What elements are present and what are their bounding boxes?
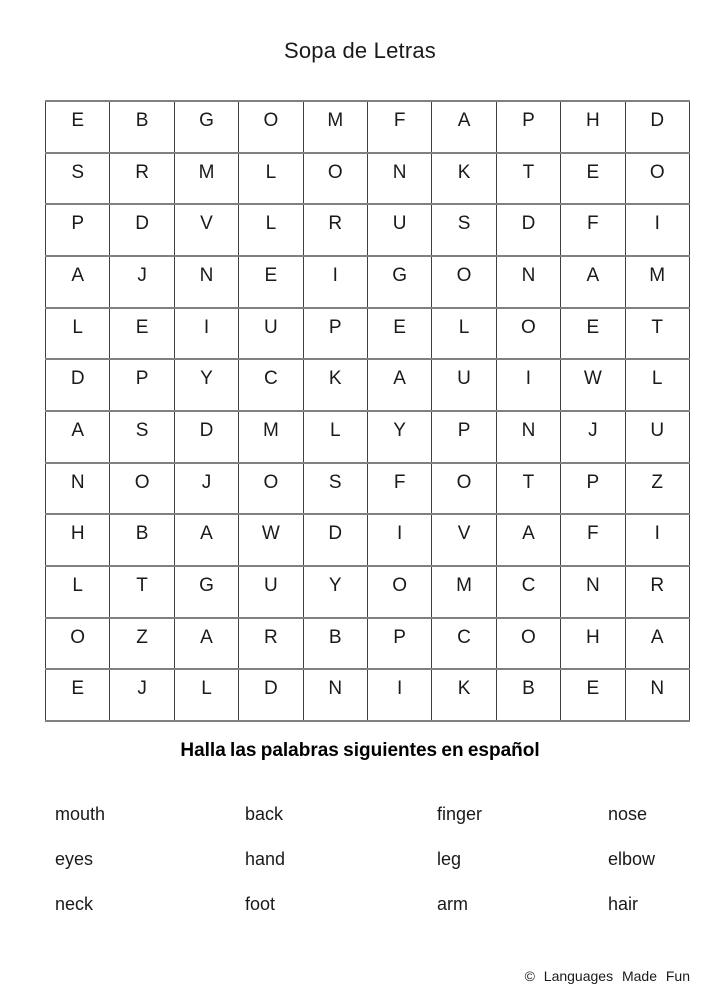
grid-cell: G bbox=[174, 566, 238, 618]
grid-cell: Z bbox=[625, 463, 689, 515]
copyright-credit: © Languages Made Fun bbox=[524, 968, 690, 984]
grid-cell: E bbox=[561, 308, 625, 360]
grid-cell: H bbox=[46, 514, 110, 566]
grid-cell: I bbox=[174, 308, 238, 360]
grid-cell: L bbox=[303, 411, 367, 463]
grid-cell: I bbox=[625, 204, 689, 256]
grid-cell: M bbox=[303, 101, 367, 153]
grid-cell: P bbox=[367, 618, 431, 670]
grid-cell: J bbox=[110, 256, 174, 308]
grid-cell: B bbox=[303, 618, 367, 670]
grid-cell: I bbox=[625, 514, 689, 566]
word-list-row bbox=[55, 894, 720, 939]
grid-cell: O bbox=[367, 566, 431, 618]
grid-row bbox=[46, 669, 690, 721]
grid-cell: H bbox=[561, 101, 625, 153]
grid-cell: C bbox=[432, 618, 496, 670]
grid-cell: K bbox=[303, 359, 367, 411]
grid-cell: N bbox=[46, 463, 110, 515]
grid-cell: D bbox=[239, 669, 303, 721]
grid-cell: L bbox=[625, 359, 689, 411]
grid-cell: A bbox=[432, 101, 496, 153]
grid-cell: A bbox=[46, 256, 110, 308]
grid-cell: D bbox=[110, 204, 174, 256]
word-list-row bbox=[55, 849, 720, 894]
grid-cell: O bbox=[239, 101, 303, 153]
grid-cell: P bbox=[561, 463, 625, 515]
grid-cell: D bbox=[46, 359, 110, 411]
grid-cell: N bbox=[625, 669, 689, 721]
grid-cell: N bbox=[496, 256, 560, 308]
grid-cell: A bbox=[174, 618, 238, 670]
grid-cell: G bbox=[367, 256, 431, 308]
grid-cell: N bbox=[367, 153, 431, 205]
grid-cell: F bbox=[561, 204, 625, 256]
grid-cell: N bbox=[561, 566, 625, 618]
word-list-item: mouth bbox=[55, 804, 106, 824]
grid-cell: U bbox=[432, 359, 496, 411]
grid-cell: U bbox=[367, 204, 431, 256]
grid-cell: L bbox=[432, 308, 496, 360]
word-list-item: eyes bbox=[55, 849, 94, 869]
word-list-item: arm bbox=[437, 894, 468, 914]
word-list-row bbox=[55, 804, 720, 849]
grid-cell: B bbox=[496, 669, 560, 721]
grid-cell: S bbox=[303, 463, 367, 515]
grid-row bbox=[46, 256, 690, 308]
grid-cell: F bbox=[367, 463, 431, 515]
grid-cell: I bbox=[496, 359, 560, 411]
grid-cell: F bbox=[367, 101, 431, 153]
grid-cell: O bbox=[303, 153, 367, 205]
grid-cell: D bbox=[496, 204, 560, 256]
grid-cell: U bbox=[625, 411, 689, 463]
grid-cell: H bbox=[561, 618, 625, 670]
grid-row bbox=[46, 463, 690, 515]
grid-cell: N bbox=[496, 411, 560, 463]
grid-cell: O bbox=[239, 463, 303, 515]
grid-cell: P bbox=[303, 308, 367, 360]
grid-cell: T bbox=[496, 153, 560, 205]
grid-cell: S bbox=[432, 204, 496, 256]
grid-cell: R bbox=[239, 618, 303, 670]
grid-cell: E bbox=[110, 308, 174, 360]
letter-grid-body bbox=[46, 101, 690, 721]
grid-cell: N bbox=[174, 256, 238, 308]
grid-cell: E bbox=[239, 256, 303, 308]
grid-cell: T bbox=[496, 463, 560, 515]
grid-row bbox=[46, 359, 690, 411]
grid-cell: A bbox=[46, 411, 110, 463]
grid-cell: E bbox=[46, 101, 110, 153]
grid-cell: O bbox=[110, 463, 174, 515]
grid-cell: D bbox=[303, 514, 367, 566]
grid-cell: O bbox=[496, 618, 560, 670]
grid-cell: I bbox=[367, 669, 431, 721]
grid-cell: O bbox=[625, 153, 689, 205]
grid-cell: K bbox=[432, 153, 496, 205]
word-list-item: elbow bbox=[608, 849, 656, 869]
worksheet-page bbox=[0, 38, 720, 998]
grid-cell: J bbox=[110, 669, 174, 721]
grid-cell: O bbox=[432, 463, 496, 515]
grid-cell: M bbox=[625, 256, 689, 308]
grid-row bbox=[46, 566, 690, 618]
grid-row bbox=[46, 308, 690, 360]
word-list-item: finger bbox=[437, 804, 483, 824]
grid-cell: F bbox=[561, 514, 625, 566]
grid-cell: L bbox=[239, 204, 303, 256]
grid-cell: I bbox=[367, 514, 431, 566]
grid-cell: O bbox=[496, 308, 560, 360]
grid-cell: P bbox=[46, 204, 110, 256]
grid-cell: Y bbox=[367, 411, 431, 463]
grid-cell: A bbox=[625, 618, 689, 670]
grid-cell: W bbox=[561, 359, 625, 411]
grid-row bbox=[46, 514, 690, 566]
grid-row bbox=[46, 153, 690, 205]
grid-cell: D bbox=[174, 411, 238, 463]
grid-cell: S bbox=[46, 153, 110, 205]
grid-cell: E bbox=[46, 669, 110, 721]
grid-cell: P bbox=[496, 101, 560, 153]
word-list-item: leg bbox=[437, 849, 462, 869]
grid-cell: E bbox=[561, 153, 625, 205]
grid-cell: T bbox=[625, 308, 689, 360]
grid-cell: A bbox=[367, 359, 431, 411]
grid-cell: M bbox=[174, 153, 238, 205]
word-list-item: hair bbox=[608, 894, 639, 914]
grid-cell: Y bbox=[174, 359, 238, 411]
grid-cell: M bbox=[239, 411, 303, 463]
grid-cell: Y bbox=[303, 566, 367, 618]
grid-cell: L bbox=[174, 669, 238, 721]
grid-cell: R bbox=[625, 566, 689, 618]
grid-cell: B bbox=[110, 101, 174, 153]
grid-cell: A bbox=[561, 256, 625, 308]
grid-cell: C bbox=[496, 566, 560, 618]
grid-cell: G bbox=[174, 101, 238, 153]
grid-cell: M bbox=[432, 566, 496, 618]
grid-row bbox=[46, 101, 690, 153]
word-list-item: back bbox=[245, 804, 284, 824]
grid-cell: U bbox=[239, 566, 303, 618]
grid-cell: C bbox=[239, 359, 303, 411]
grid-cell: P bbox=[110, 359, 174, 411]
grid-cell: E bbox=[367, 308, 431, 360]
grid-row bbox=[46, 204, 690, 256]
grid-row bbox=[46, 618, 690, 670]
grid-cell: O bbox=[432, 256, 496, 308]
grid-cell: L bbox=[239, 153, 303, 205]
grid-cell: R bbox=[110, 153, 174, 205]
grid-cell: S bbox=[110, 411, 174, 463]
word-list bbox=[0, 804, 720, 939]
grid-cell: K bbox=[432, 669, 496, 721]
grid-cell: J bbox=[561, 411, 625, 463]
grid-cell: E bbox=[561, 669, 625, 721]
grid-cell: N bbox=[303, 669, 367, 721]
word-list-item: nose bbox=[608, 804, 648, 824]
grid-cell: O bbox=[46, 618, 110, 670]
grid-cell: A bbox=[496, 514, 560, 566]
puzzle-title: Sopa de Letras bbox=[283, 38, 437, 63]
grid-cell: B bbox=[110, 514, 174, 566]
grid-cell: I bbox=[303, 256, 367, 308]
instructions-text: Halla las palabras siguientes en español bbox=[180, 740, 540, 761]
grid-cell: P bbox=[432, 411, 496, 463]
grid-cell: L bbox=[46, 566, 110, 618]
grid-cell: V bbox=[432, 514, 496, 566]
word-list-item: neck bbox=[55, 894, 94, 914]
grid-row bbox=[46, 411, 690, 463]
grid-cell: U bbox=[239, 308, 303, 360]
grid-cell: R bbox=[303, 204, 367, 256]
grid-cell: L bbox=[46, 308, 110, 360]
grid-cell: A bbox=[174, 514, 238, 566]
grid-cell: W bbox=[239, 514, 303, 566]
grid-cell: Z bbox=[110, 618, 174, 670]
letter-grid bbox=[45, 100, 690, 722]
word-list-item: hand bbox=[245, 849, 286, 869]
grid-cell: D bbox=[625, 101, 689, 153]
grid-cell: V bbox=[174, 204, 238, 256]
grid-cell: T bbox=[110, 566, 174, 618]
word-list-item: foot bbox=[245, 894, 276, 914]
grid-cell: J bbox=[174, 463, 238, 515]
